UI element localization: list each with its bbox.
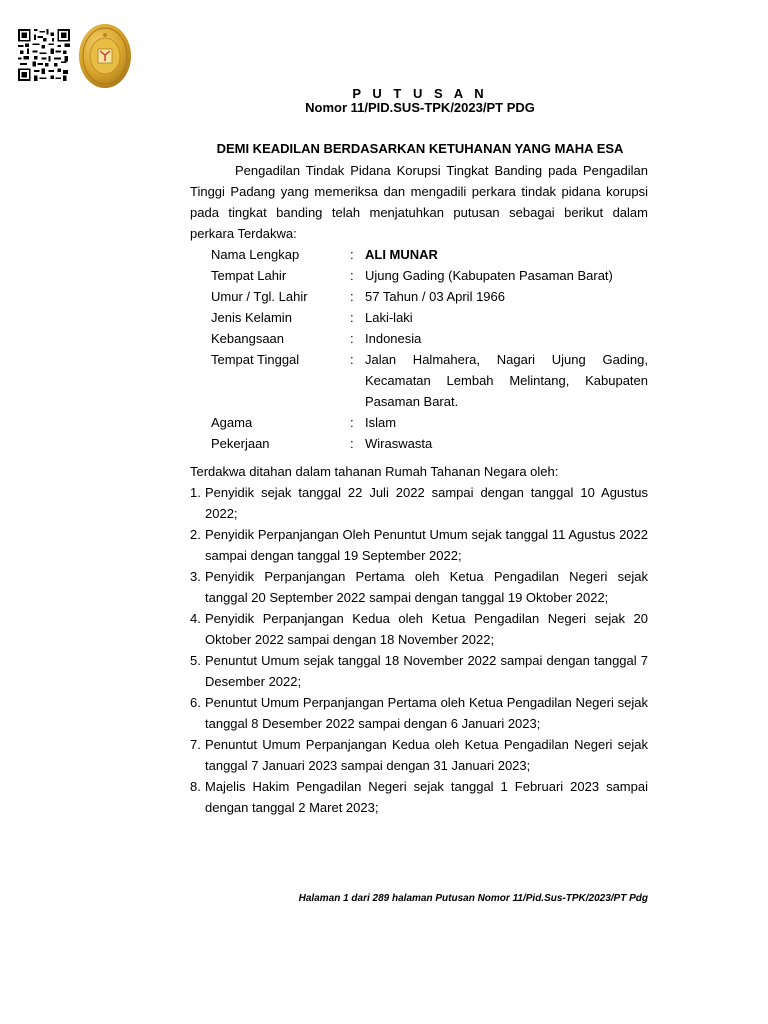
list-item (190, 482, 648, 524)
identity-row (211, 328, 648, 349)
invocation-heading: DEMI KEADILAN BERDASARKAN KETUHANAN YANG MAHA ESA (216, 141, 624, 156)
identity-label: Tempat Tinggal (211, 352, 300, 367)
list-item-text: Penyidik sejak tanggal 22 Juli 2022 sampai dengan tanggal 10 Agustus 2022; (205, 485, 648, 521)
list-item-number: 5. (190, 653, 201, 668)
list-item-text: Penyidik Perpanjangan Kedua oleh Ketua Pengadilan Negeri sejak 20 Oktober 2022 sampai dengan 18 November 2022; (205, 611, 648, 647)
list-item (190, 734, 648, 776)
list-item-number: 7. (190, 737, 201, 752)
identity-row (211, 265, 648, 286)
list-item (190, 776, 648, 818)
identity-row (211, 244, 648, 265)
identity-row (211, 433, 648, 454)
document-title: P U T U S A N (352, 86, 488, 101)
identity-value: Ujung Gading (Kabupaten Pasaman Barat) (365, 268, 613, 283)
identity-row (211, 412, 648, 433)
court-seal-icon (78, 23, 132, 89)
list-item-number: 4. (190, 611, 201, 626)
list-item-text: Penuntut Umum Perpanjangan Pertama oleh Ketua Pengadilan Negeri sejak tanggal 8 Desember 2022 sampai dengan 6 Januari 2023; (205, 695, 648, 731)
list-item-number: 3. (190, 569, 201, 584)
identity-value: Wiraswasta (365, 436, 433, 451)
identity-label: Kebangsaan (211, 331, 285, 346)
identity-value: Jalan Halmahera, Nagari Ujung Gading, Kecamatan Lembah Melintang, Kabupaten Pasaman Barat. (365, 352, 648, 409)
list-item-number: 2. (190, 527, 201, 542)
identity-separator: : (350, 415, 354, 430)
list-item-text: Majelis Hakim Pengadilan Negeri sejak tanggal 1 Februari 2023 sampai dengan tanggal 2 Maret 2023; (205, 779, 648, 815)
identity-label: Jenis Kelamin (211, 310, 292, 325)
intro-paragraph (190, 160, 648, 244)
identity-separator: : (350, 331, 354, 346)
list-item (190, 650, 648, 692)
identity-separator: : (350, 310, 354, 325)
identity-label: Agama (211, 415, 253, 430)
list-item-number: 1. (190, 485, 201, 500)
defendant-identity-table (211, 244, 648, 454)
identity-row (211, 307, 648, 328)
identity-row (211, 349, 648, 412)
identity-label: Pekerjaan (211, 436, 270, 451)
list-item (190, 566, 648, 608)
identity-separator: : (350, 352, 354, 367)
identity-separator: : (350, 247, 354, 262)
identity-separator: : (350, 436, 354, 451)
identity-label: Tempat Lahir (211, 268, 287, 283)
identity-value: 57 Tahun / 03 April 1966 (365, 289, 505, 304)
identity-label: Nama Lengkap (211, 247, 300, 262)
intro-text: Pengadilan Tindak Pidana Korupsi Tingkat Banding pada Pengadilan Tinggi Padang yang memeriksa dan mengadili perkara tindak pidana korupsi pada tingkat banding telah menjatuhkan putusan sebagai berikut dalam perkara Terdakwa: (190, 163, 648, 241)
identity-value: Islam (365, 415, 397, 430)
identity-value: ALI MUNAR (365, 247, 438, 262)
list-item-number: 6. (190, 695, 201, 710)
identity-row (211, 286, 648, 307)
detention-intro: Terdakwa ditahan dalam tahanan Rumah Tahanan Negara oleh: (190, 464, 559, 479)
identity-label: Umur / Tgl. Lahir (211, 289, 308, 304)
identity-value: Laki-laki (365, 310, 413, 325)
list-item-text: Penuntut Umum sejak tanggal 18 November 2022 sampai dengan tanggal 7 Desember 2022; (205, 653, 648, 689)
list-item (190, 692, 648, 734)
list-item-number: 8. (190, 779, 201, 794)
detention-periods-list (190, 482, 648, 818)
page-footer: Halaman 1 dari 289 halaman Putusan Nomor 11/Pid.Sus-TPK/2023/PT Pdg (298, 893, 648, 904)
identity-separator: : (350, 268, 354, 283)
identity-value: Indonesia (365, 331, 422, 346)
identity-separator: : (350, 289, 354, 304)
list-item (190, 608, 648, 650)
list-item (190, 524, 648, 566)
qr-code-icon (16, 29, 72, 81)
list-item-text: Penuntut Umum Perpanjangan Kedua oleh Ketua Pengadilan Negeri sejak tanggal 7 Januari 2023 sampai dengan 31 Januari 2023; (205, 737, 648, 773)
list-item-text: Penyidik Perpanjangan Pertama oleh Ketua Pengadilan Negeri sejak tanggal 20 September 2022 sampai dengan tanggal 19 Oktober 2022; (205, 569, 648, 605)
case-number: Nomor 11/PID.SUS-TPK/2023/PT PDG (305, 100, 535, 115)
list-item-text: Penyidik Perpanjangan Oleh Penuntut Umum sejak tanggal 11 Agustus 2022 sampai dengan tanggal 19 September 2022; (205, 527, 648, 563)
